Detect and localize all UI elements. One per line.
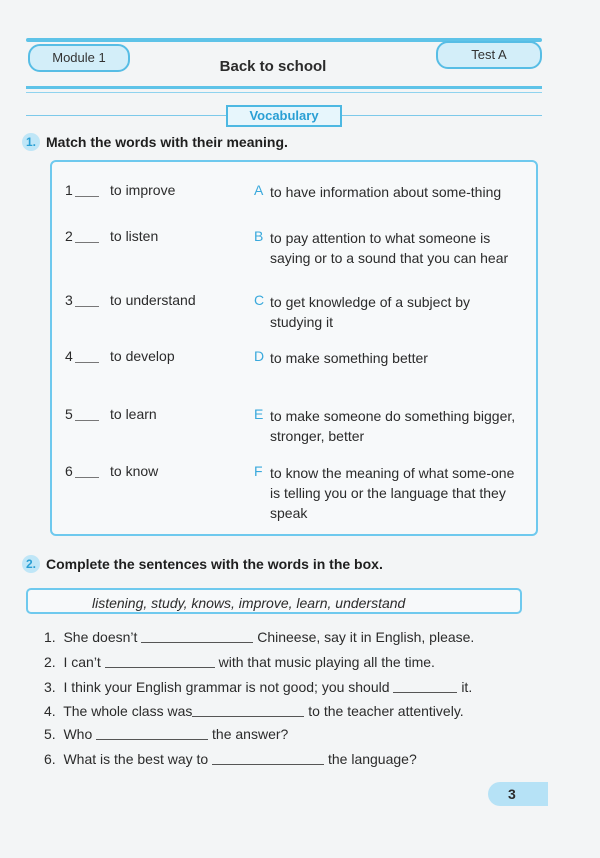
match-word: to understand (110, 292, 196, 308)
match-definition: to know the meaning of what some-one is telling you or the language that they speak (270, 465, 515, 521)
match-word: to learn (110, 406, 157, 422)
answer-blank[interactable] (75, 196, 99, 197)
match-number: 6 (65, 463, 99, 479)
word-box: listening, study, knows, improve, learn, understand (26, 588, 522, 614)
module-label: Module 1 (28, 44, 130, 72)
sentence-blank[interactable] (212, 764, 324, 765)
header-rule (26, 86, 542, 89)
match-word: to develop (110, 348, 175, 364)
match-definition: to make something better (270, 350, 428, 366)
answer-blank[interactable] (75, 306, 99, 307)
sentence-blank[interactable] (105, 667, 215, 668)
match-letter: E (254, 406, 264, 422)
answer-blank[interactable] (75, 477, 99, 478)
sentence-row: 4. The whole class was to the teacher attentively. (44, 703, 464, 719)
answer-blank[interactable] (75, 362, 99, 363)
sentence-blank[interactable] (96, 739, 208, 740)
match-definition: to pay attention to what someone is saying or to a sound that you can hear (270, 230, 509, 266)
task2-number: 2. (22, 555, 40, 573)
sentence-row: 6. What is the best way to the language? (44, 751, 417, 767)
match-letter: F (254, 463, 263, 479)
sentence-row: 1. She doesn’t Chineese, say it in English, please. (44, 629, 475, 645)
match-number: 2 (65, 228, 99, 244)
test-label: Test A (436, 41, 542, 69)
task1-number: 1. (22, 133, 40, 151)
match-number: 4 (65, 348, 99, 364)
match-letter: B (254, 228, 264, 244)
match-definition: to have information about some-thing (270, 184, 502, 200)
match-word: to know (110, 463, 159, 479)
match-definition: to make someone do something bigger, stronger, better (270, 408, 516, 444)
task2-heading (22, 555, 383, 573)
match-word: to improve (110, 182, 176, 198)
task1-instruction: Match the words with their meaning. (46, 134, 288, 150)
page-number: 3 (488, 782, 548, 806)
section-rule-right (342, 115, 542, 116)
task2-instruction: Complete the sentences with the words in the box. (46, 556, 383, 572)
match-word: to listen (110, 228, 159, 244)
answer-blank[interactable] (75, 242, 99, 243)
sentence-blank[interactable] (393, 692, 457, 693)
match-number: 1 (65, 182, 99, 198)
sentence-row: 3. I think your English grammar is not good; you should it. (44, 679, 473, 695)
match-letter: C (254, 292, 265, 308)
sentence-blank[interactable] (141, 642, 253, 643)
match-definition: to get knowledge of a subject by studying it (270, 294, 471, 330)
header-rule-thin (26, 92, 542, 93)
task1-heading (22, 133, 288, 151)
match-number: 3 (65, 292, 99, 308)
section-label: Vocabulary (226, 105, 342, 127)
answer-blank[interactable] (75, 420, 99, 421)
matching-box (50, 160, 538, 536)
match-letter: A (254, 182, 264, 198)
sentence-row: 5. Who the answer? (44, 726, 289, 742)
page-title: Back to school (219, 58, 327, 75)
match-letter: D (254, 348, 265, 364)
sentence-row: 2. I can’t with that music playing all the time. (44, 654, 435, 670)
sentence-blank[interactable] (192, 716, 304, 717)
match-number: 5 (65, 406, 99, 422)
section-rule-left (26, 115, 226, 116)
